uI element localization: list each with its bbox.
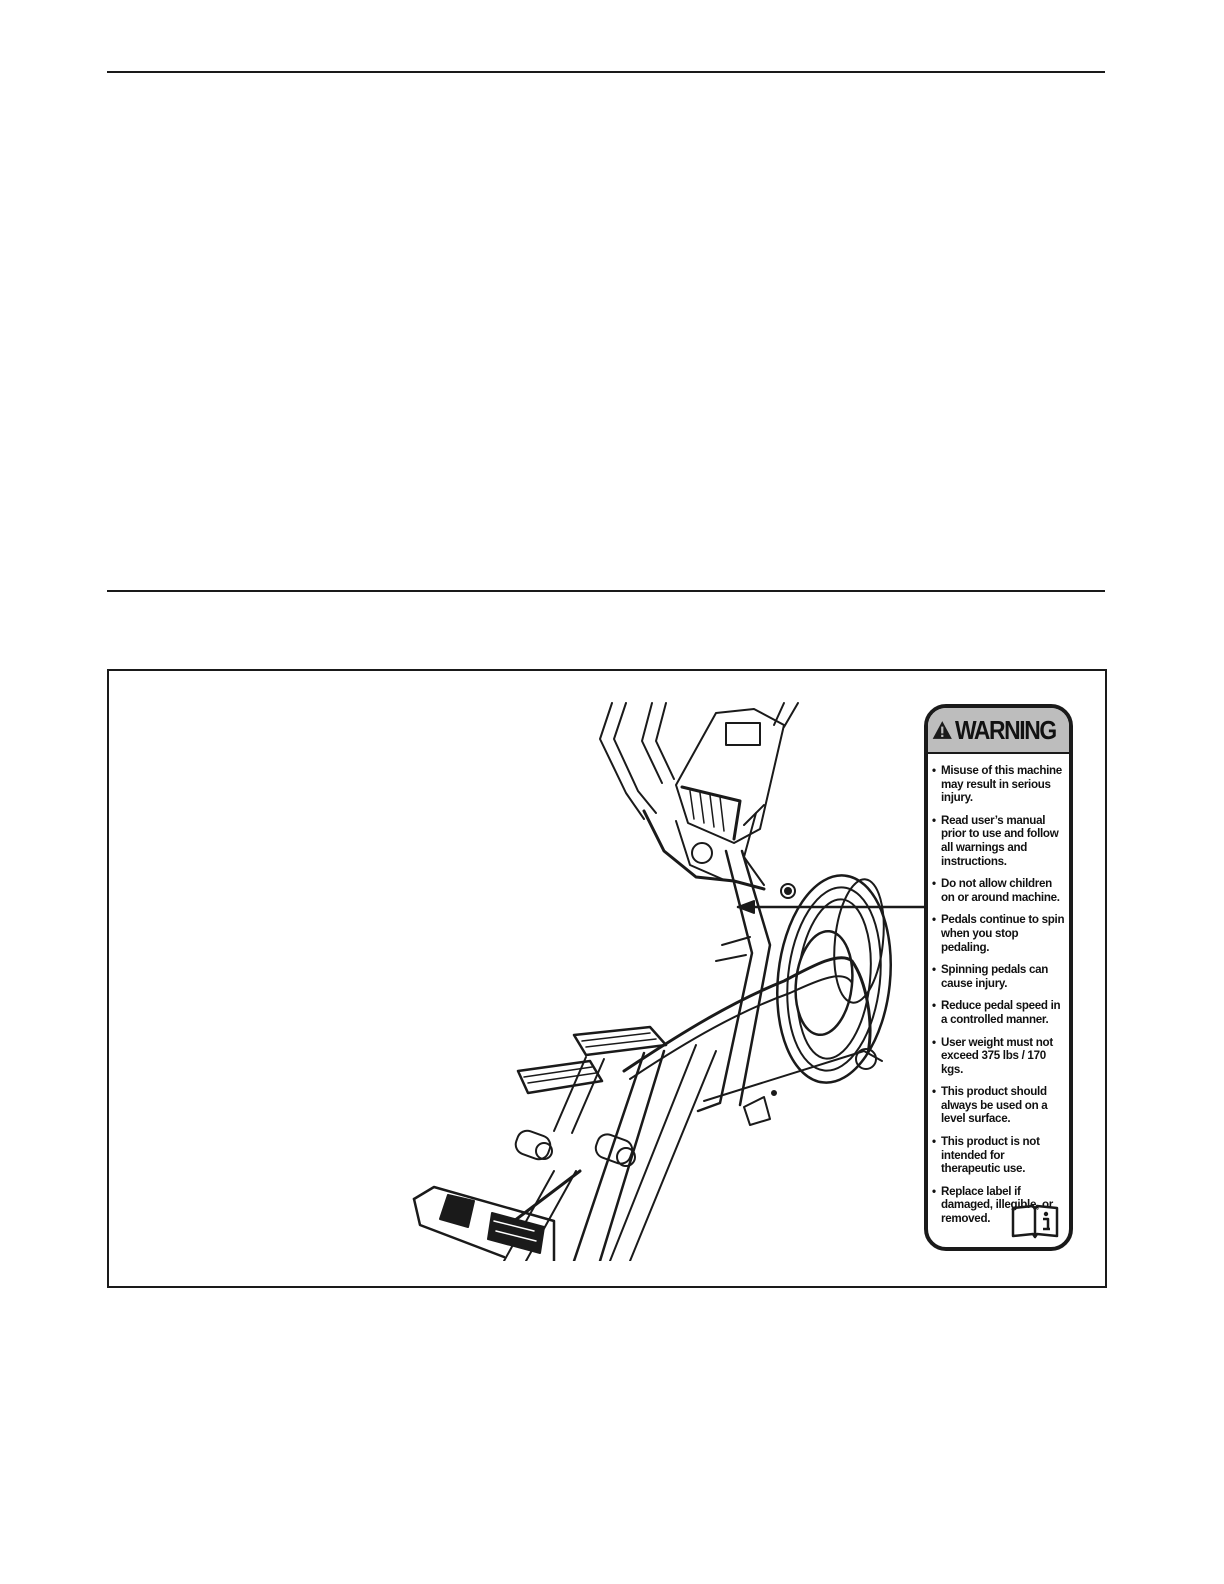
- warning-item: • Read user’s manual prior to use and follow all warnings and instructions.: [932, 814, 1065, 868]
- warning-item: • Misuse of this machine may result in serious injury.: [932, 764, 1065, 805]
- manual-info-icon: [1011, 1203, 1059, 1239]
- warning-label-figure: [107, 669, 1107, 1288]
- section-divider: [107, 590, 1105, 592]
- warning-header: [928, 708, 1069, 754]
- warning-label: [924, 704, 1073, 1251]
- top-divider: [107, 71, 1105, 73]
- warning-item: • Replace label if damaged, illegible, or removed.: [932, 1185, 1065, 1226]
- warning-list: [928, 754, 1069, 1226]
- warning-item: • Reduce pedal speed in a controlled manner.: [932, 999, 1065, 1026]
- warning-item: • This product should always be used on a level surface.: [932, 1085, 1065, 1126]
- warning-title: WARNING: [954, 714, 1056, 745]
- elliptical-machine-illustration: [404, 701, 924, 1261]
- warning-item: • Pedals continue to spin when you stop pedaling.: [932, 913, 1065, 954]
- warning-item: • Do not allow children on or around machine.: [932, 877, 1065, 904]
- warning-item: • This product is not intended for therapeutic use.: [932, 1135, 1065, 1176]
- warning-item: • Spinning pedals can cause injury.: [932, 963, 1065, 990]
- warning-item: • User weight must not exceed 375 lbs / 170 kgs.: [932, 1036, 1065, 1077]
- warning-triangle-icon: [932, 716, 953, 744]
